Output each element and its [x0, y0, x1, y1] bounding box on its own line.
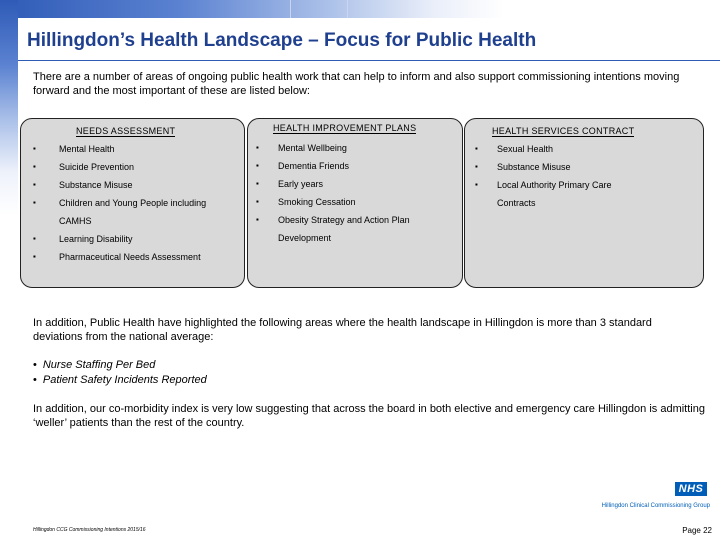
footer-document-title: Hillingdon CCG Commissioning Intentions 2015/16 [33, 527, 146, 533]
comorbidity-paragraph: In addition, our co-morbidity index is very low suggesting that across the board in both elective and emergency care Hillingdon is admitting ‘weller’ patients than the rest of the country. [33, 403, 705, 429]
header-divider [290, 0, 291, 18]
intro-paragraph: There are a number of areas of ongoing public health work that can help to inform and also support commissioning intentions moving forward and the most important of these are listed below: [33, 71, 680, 97]
list-item: ▪ Pharmaceutical Needs Assessment [33, 252, 201, 262]
bullet-icon: ▪ [256, 179, 259, 188]
bullet-icon: ▪ [256, 197, 259, 206]
bullet-icon: ▪ [475, 180, 478, 189]
deviation-list [33, 358, 207, 388]
bullet-icon: • [33, 374, 37, 386]
bullet-icon: ▪ [256, 161, 259, 170]
list-item: ▪ Sexual Health [475, 144, 554, 154]
header-band [0, 0, 720, 18]
list-item-continuation: CAMHS [59, 216, 92, 226]
list-item: ▪ Substance Misuse [475, 162, 571, 172]
bullet-icon: ▪ [475, 162, 478, 171]
health-services-contract-heading: HEALTH SERVICES CONTRACT [492, 126, 635, 136]
list-item: ▪ Mental Health [33, 144, 115, 154]
bullet-icon: ▪ [33, 234, 36, 243]
health-services-contract-panel [464, 118, 704, 288]
title-divider [18, 60, 720, 61]
health-improvement-panel [247, 118, 463, 288]
bullet-icon: ▪ [33, 144, 36, 153]
bullet-icon: ▪ [33, 180, 36, 189]
bullet-icon: ▪ [33, 162, 36, 171]
list-item: ▪ Local Authority Primary Care [475, 180, 612, 190]
bullet-icon: • [33, 359, 37, 371]
list-item-continuation: Development [278, 233, 332, 243]
list-item: ▪ Smoking Cessation [256, 197, 356, 207]
list-item: ▪ Early years [256, 179, 324, 189]
list-item: ▪ Substance Misuse [33, 180, 133, 190]
list-item: ▪ Learning Disability [33, 234, 133, 244]
page-title: Hillingdon’s Health Landscape – Focus for Public Health [27, 30, 537, 51]
needs-assessment-heading: NEEDS ASSESSMENT [76, 126, 176, 136]
list-item: ▪ Dementia Friends [256, 161, 350, 171]
bullet-icon: ▪ [256, 215, 259, 224]
bullet-icon: ▪ [475, 144, 478, 153]
list-item: ▪ Mental Wellbeing [256, 143, 347, 153]
organisation-name: Hillingdon Clinical Commissioning Group [601, 503, 710, 509]
list-item-continuation: Contracts [497, 198, 536, 208]
bullet-icon: ▪ [33, 252, 36, 261]
list-item: • Patient Safety Incidents Reported [33, 374, 207, 386]
page-number: Page 22 [682, 526, 712, 535]
list-item: ▪ Children and Young People including [33, 198, 207, 208]
list-item: ▪ Suicide Prevention [33, 162, 135, 172]
left-band [0, 0, 18, 540]
health-improvement-heading: HEALTH IMPROVEMENT PLANS [273, 123, 417, 133]
bullet-icon: ▪ [33, 198, 36, 207]
needs-assessment-panel [20, 118, 245, 288]
list-item: • Nurse Staffing Per Bed [33, 359, 156, 371]
deviation-paragraph: In addition, Public Health have highlighted the following areas where the health landscape in Hillingdon is more than 3 standard deviations from the national average: [33, 317, 652, 343]
list-item: ▪ Obesity Strategy and Action Plan [256, 215, 410, 225]
header-divider [347, 0, 348, 18]
nhs-logo: NHS [675, 482, 707, 496]
bullet-icon: ▪ [256, 143, 259, 152]
